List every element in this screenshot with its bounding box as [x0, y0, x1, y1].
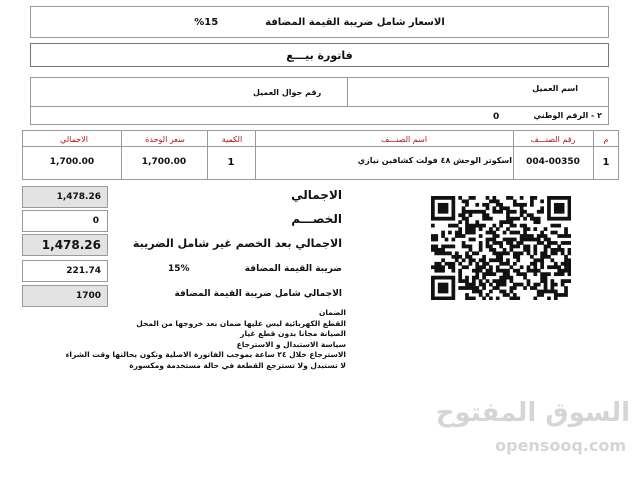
warranty-title: الضمان	[318, 308, 346, 317]
tax-note-rate: 15%	[194, 16, 219, 28]
col-header-qty: الكمية	[221, 134, 243, 144]
row-item-no: 004-00350	[526, 157, 580, 167]
table-header-row	[23, 131, 618, 147]
after-discount-value-box	[22, 234, 108, 256]
warranty-line: الاسترجاع خلال ٢٤ ساعة بموجب الفاتورة الاصلية وتكون بحالتها وقت الشراء	[65, 350, 346, 359]
national-id-label: ٢ - الرقم الوطني	[533, 111, 602, 120]
tax-note-box	[30, 6, 609, 38]
items-table	[22, 130, 619, 180]
col-header-total: الاجمالي	[60, 134, 88, 144]
table-row	[23, 148, 618, 180]
total-value-box	[22, 186, 108, 208]
qr-code	[431, 196, 571, 300]
qr-code-image	[431, 196, 571, 300]
customer-info-box	[30, 77, 609, 125]
row-item-name: اسكوتر الوحش ٤٨ فولت كشافين نيازي	[357, 156, 512, 165]
tax-note-label: الاسعار شامل ضريبة القيمة المضافة	[265, 16, 445, 28]
warranty-line: الصيانة مجانا بدون قطع غيار	[240, 329, 346, 338]
watermark-arabic: السوق المفتوح	[435, 398, 630, 428]
warranty-line: لا تستبدل ولا تسترجع القطعة في حالة مستخدمة ومكسورة	[129, 360, 346, 370]
grand-total-value-box	[22, 285, 108, 307]
col-header-unit-price: سعر الوحدة	[145, 134, 185, 144]
col-header-item-name: اسم الصنـــف	[380, 134, 428, 144]
invoice-title: فاتورة بيـــع	[286, 48, 353, 62]
col-header-item-no: رقم الصنـــف	[530, 134, 576, 144]
total-label: الاجمالي	[291, 188, 342, 202]
customer-name-label: اسم العميل	[532, 84, 578, 93]
invoice-title-box	[30, 43, 609, 67]
after-discount-label: الاجمالي بعد الخصم غير شامل الضريبة	[132, 237, 342, 250]
discount-value-box	[22, 210, 108, 232]
warranty-section	[66, 308, 346, 371]
customer-divider	[347, 78, 348, 106]
vat-label: ضريبة القيمة المضافة	[244, 264, 342, 274]
discount-label: الخصـــم	[291, 212, 342, 226]
row-qty: 1	[227, 156, 235, 168]
customer-phone-label: رقم جوال العميل	[253, 88, 322, 97]
after-discount-value: 1,478.26	[41, 238, 101, 252]
row-index: 1	[602, 156, 610, 168]
opensooq-watermark	[435, 398, 630, 466]
warranty-line: سياسة الاستبدال و الاسترجاع	[236, 339, 346, 349]
col-header-index: م	[603, 134, 609, 144]
grand-total-label: الاجمالي شامل ضريبة القيمة المضافة	[174, 289, 342, 299]
discount-value: 0	[92, 216, 99, 226]
vat-value: 221.74	[66, 266, 101, 276]
vat-value-box	[22, 260, 108, 282]
vat-rate: 15%	[168, 264, 190, 274]
customer-row-divider	[31, 106, 608, 107]
tax-note-text	[194, 17, 445, 28]
total-value: 1,478.26	[56, 192, 101, 202]
row-unit-price: 1,700.00	[141, 157, 187, 167]
row-total: 1,700.00	[49, 157, 95, 167]
warranty-line: القطع الكهربائية ليس عليها ضمان بعد خروجها من المحل	[136, 318, 346, 328]
watermark-latin: opensooq.com	[495, 436, 626, 455]
national-id-value: 0	[493, 112, 500, 122]
grand-total-value: 1700	[75, 291, 101, 301]
